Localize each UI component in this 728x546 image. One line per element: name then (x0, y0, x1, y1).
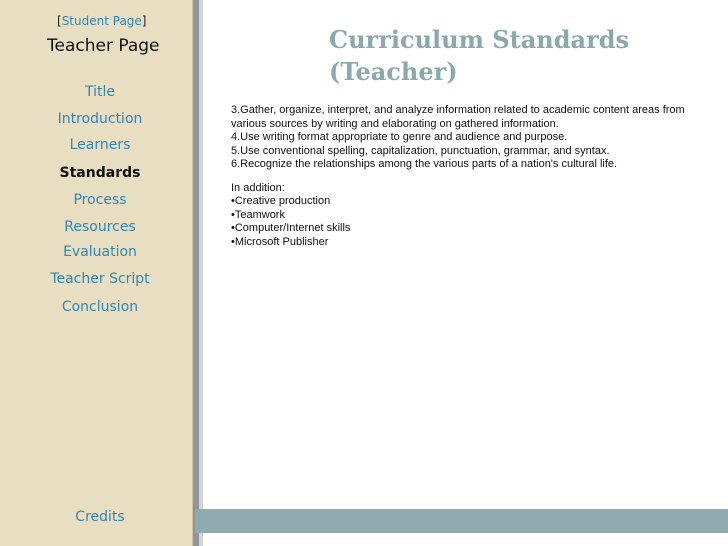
addition-item: •Creative production (231, 195, 331, 207)
nav-item-learners[interactable]: Learners (69, 137, 131, 153)
sidebar-nav (0, 0, 193, 546)
page-title (329, 24, 709, 88)
nav-item-standards[interactable]: Standards (59, 165, 141, 181)
bracket-open: [ (57, 14, 62, 28)
nav-item-process[interactable]: Process (73, 192, 127, 208)
standard-item: 5.Use conventional spelling, capitalization, punctuation, grammar, and syntax. (231, 144, 610, 157)
addition-heading: In addition: (231, 181, 285, 194)
standards-content (231, 104, 691, 249)
student-page-link[interactable]: Student Page (61, 14, 142, 28)
bracket-close: ] (141, 14, 147, 28)
nav-item-title[interactable]: Title (84, 84, 115, 100)
nav-item-evaluation[interactable]: Evaluation (63, 244, 137, 260)
sidebar-divider-highlight (199, 0, 203, 546)
page-title-line2: (Teacher) (329, 57, 458, 86)
nav-item-teacher-script[interactable]: Teacher Script (50, 271, 150, 287)
footer-bar (195, 509, 728, 533)
nav-item-conclusion[interactable]: Conclusion (61, 299, 139, 315)
teacher-page-heading: Teacher Page (47, 36, 160, 56)
spacer (231, 172, 691, 182)
sidebar (0, 0, 193, 546)
standard-item: 4.Use writing format appropriate to genre and audience and purpose. (231, 131, 568, 143)
addition-item: •Teamwork (231, 208, 285, 221)
addition-item: •Computer/Internet skills (231, 222, 351, 234)
addition-item: •Microsoft Publisher (231, 235, 329, 248)
page-title-line1: Curriculum Standards (329, 25, 630, 54)
nav-item-resources[interactable]: Resources (64, 219, 136, 235)
nav-item-credits[interactable]: Credits (75, 509, 125, 525)
nav-item-introduction[interactable]: Introduction (57, 111, 143, 127)
standard-item: 3.Gather, organize, interpret, and analyze information related to academic content areas from various sources by writing and elaborating on gathered information. (231, 104, 685, 130)
standard-item: 6.Recognize the relationships among the various parts of a nation's cultural life. (231, 158, 618, 170)
